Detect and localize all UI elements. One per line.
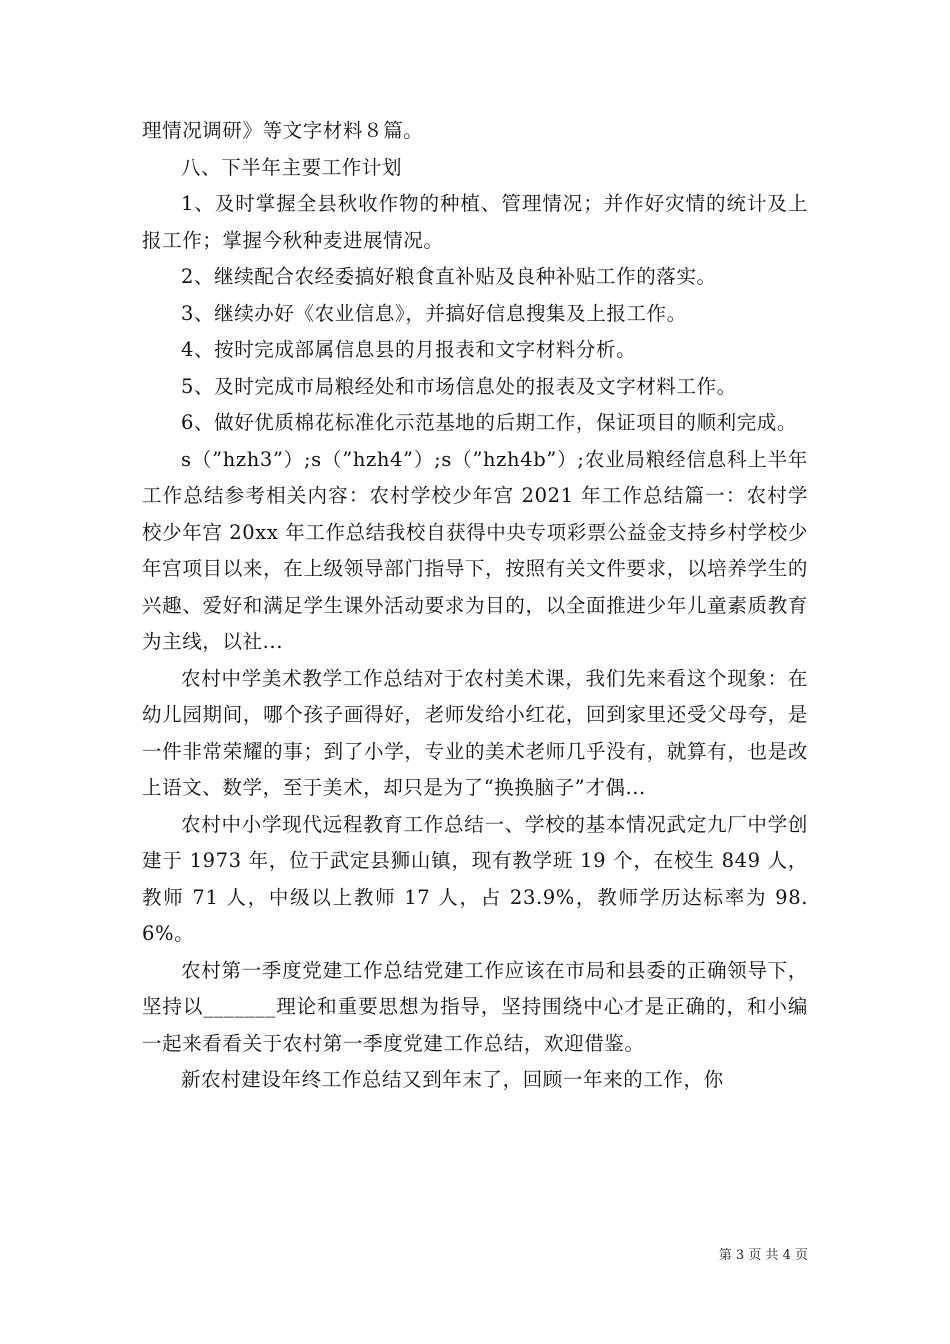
- page-number-footer: 第 3 页 共 4 页: [718, 1248, 808, 1263]
- plan-item: 6、做好优质棉花标准化示范基地的后期工作，保证项目的顺利完成。: [181, 411, 798, 434]
- plan-item: 5、及时完成市局粮经处和市场信息处的报表及文字材料工作。: [181, 374, 737, 398]
- plan-item: 3、继续办好《农业信息》，并搞好信息搜集及上报工作。: [181, 301, 687, 325]
- paragraph: 理情况调研》等文字材料８篇。: [142, 119, 424, 142]
- related-content-paragraph: 农村中学美术教学工作总结对于农村美术课，我们先来看这个现象：在幼儿园期间，哪个孩子画得好，老师发给小红花，回到家里还受父母夸，是一件非常荣耀的事；到了小学，专业的美术老师几乎没有，就算有，也是改上语文、数学，至于美术，却只是为了“换换脑子”才偶...: [142, 666, 808, 799]
- plan-item: 1、及时掌握全县秋收作物的种植、管理情况；并作好灾情的统计及上报工作；掌握今秋种麦进展情况。: [142, 192, 808, 252]
- section-heading: 八、下半年主要工作计划: [181, 155, 403, 179]
- related-content-paragraph: 农村第一季度党建工作总结党建工作应该在市局和县委的正确领导下，坚持以_______理论和重要思想为指导，坚持围绕中心才是正确的，和小编一起来看看关于农村第一季度党建工作总结，欢迎借鉴。: [142, 958, 808, 1055]
- document-body: [142, 113, 808, 1099]
- related-content-paragraph: s（”hzh3”）;s（”hzh4”）;s（”hzh4b”）;农业局粮经信息科上半年工作总结参考相关内容：农村学校少年宫 2021 年工作总结篇一：农村学校少年宫 20xx 年工作总结我校自获得中央专项彩票公益金支持乡村学校少年宫项目以来，在上级领导部门指导下，按照有关文件要求，以培养学生的兴趣、爱好和满足学生课外活动要求为目的，以全面推进少年儿童素质教育为主线，以社...: [142, 447, 808, 653]
- related-content-paragraph: 农村中小学现代远程教育工作总结一、学校的基本情况武定九厂中学创建于 1973 年，位于武定县狮山镇，现有教学班 19 个，在校生 849 人，教师 71 人，中级以上教师 17 人，占 23.9%，教师学历达标率为 98.6%。: [142, 812, 808, 945]
- related-content-paragraph: 新农村建设年终工作总结又到年末了，回顾一年来的工作，你: [181, 1068, 724, 1091]
- plan-item: 4、按时完成部属信息县的月报表和文字材料分析。: [181, 338, 637, 361]
- plan-item: 2、继续配合农经委搞好粮食直补贴及良种补贴工作的落实。: [181, 265, 717, 288]
